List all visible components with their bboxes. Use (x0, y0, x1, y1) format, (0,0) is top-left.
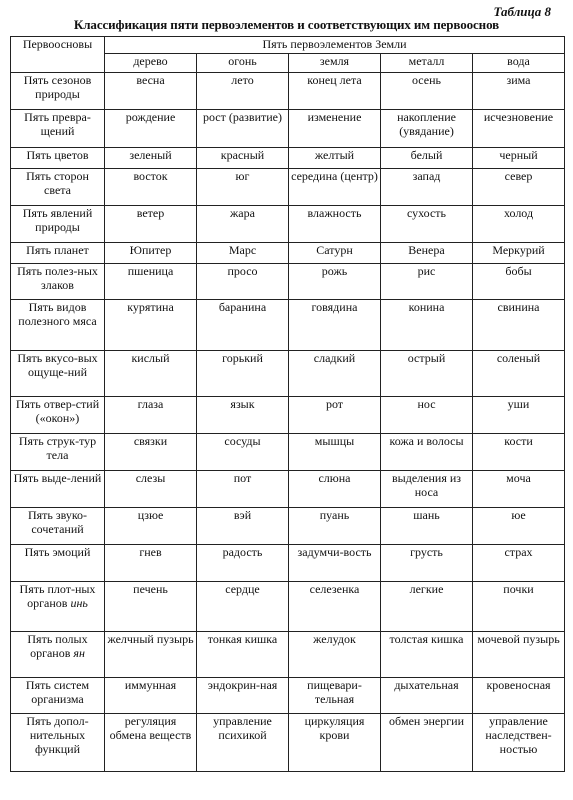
row-header (11, 169, 105, 206)
row-header-label: Пять полез-ных злаков (17, 264, 98, 292)
row-header (11, 73, 105, 110)
table-row (11, 243, 565, 264)
table-cell: дыхательная (381, 678, 473, 714)
table-cell: толстая кишка (381, 632, 473, 678)
table-cell: осень (381, 73, 473, 110)
row-header (11, 397, 105, 434)
table-cell: зима (473, 73, 565, 110)
row-header (11, 434, 105, 471)
table-cell: нос (381, 397, 473, 434)
row-header-label: Пять отвер-стий («окон») (15, 397, 100, 425)
table-cell: говядина (289, 300, 381, 351)
table-row (11, 300, 565, 351)
table-cell: горький (197, 351, 289, 397)
table-row (11, 434, 565, 471)
row-header-label: Пять вкусо-вых ощуще-ний (17, 351, 98, 379)
table-cell: исчезновение (473, 110, 565, 148)
row-header-label: Пять звуко-сочетаний (27, 508, 88, 536)
table-cell: пищевари-тельная (289, 678, 381, 714)
column-header: огонь (197, 54, 289, 73)
table-cell: зеленый (105, 148, 197, 169)
table-cell: жара (197, 206, 289, 243)
table-cell: холод (473, 206, 565, 243)
table-cell: вэй (197, 508, 289, 545)
header-corner: Первоосновы (11, 37, 105, 73)
column-header: земля (289, 54, 381, 73)
row-header-label: Пять планет (26, 243, 89, 257)
table-cell: середина (центр) (289, 169, 381, 206)
table-cell: сердце (197, 582, 289, 632)
table-cell: иммунная (105, 678, 197, 714)
table-cell: накопление (увядание) (381, 110, 473, 148)
table-cell: сухость (381, 206, 473, 243)
row-header (11, 582, 105, 632)
table-cell: лето (197, 73, 289, 110)
header-group: Пять первоэлементов Земли (105, 37, 565, 54)
table-cell: задумчи-вость (289, 545, 381, 582)
table-cell: изменение (289, 110, 381, 148)
row-header-label: Пять видов полезного мяса (18, 300, 97, 328)
table-cell: кислый (105, 351, 197, 397)
row-header (11, 632, 105, 678)
row-header (11, 300, 105, 351)
table-cell: север (473, 169, 565, 206)
table-row (11, 582, 565, 632)
table-cell: селезенка (289, 582, 381, 632)
table-cell: красный (197, 148, 289, 169)
table-cell: слюна (289, 471, 381, 508)
row-header-label: Пять сезонов природы (23, 73, 92, 101)
table-cell: выделения из носа (381, 471, 473, 508)
table-cell: страх (473, 545, 565, 582)
column-header: вода (473, 54, 565, 73)
row-header-label: Пять полых органов (27, 632, 88, 660)
row-header-label: Пять струк-тур тела (18, 434, 97, 462)
table-cell: желудок (289, 632, 381, 678)
table-row (11, 632, 565, 678)
table-cell: рост (развитие) (197, 110, 289, 148)
table-cell: юе (473, 508, 565, 545)
row-header-label: Пять допол-нительных функций (26, 714, 89, 756)
table-cell: черный (473, 148, 565, 169)
table-cell: сосуды (197, 434, 289, 471)
table-cell: печень (105, 582, 197, 632)
row-header-label: Пять выде-лений (13, 471, 102, 485)
table-cell: легкие (381, 582, 473, 632)
table-cell: пот (197, 471, 289, 508)
table-row (11, 351, 565, 397)
table-cell: рожь (289, 264, 381, 300)
table-cell: управление наследствен-ностью (473, 714, 565, 772)
table-cell: рождение (105, 110, 197, 148)
row-header (11, 714, 105, 772)
table-cell: кожа и волосы (381, 434, 473, 471)
row-header-label: Пять эмоций (24, 545, 91, 559)
table-cell: шань (381, 508, 473, 545)
table-row (11, 264, 565, 300)
table-cell: белый (381, 148, 473, 169)
row-header-label: Пять систем организма (25, 678, 90, 706)
table-row (11, 148, 565, 169)
table-cell: восток (105, 169, 197, 206)
table-cell: Юпитер (105, 243, 197, 264)
table-cell: запад (381, 169, 473, 206)
table-cell: тонкая кишка (197, 632, 289, 678)
row-header-italic: ян (73, 646, 85, 660)
row-header-label: Пять превра-щений (24, 110, 91, 138)
table-cell: язык (197, 397, 289, 434)
table-cell: обмен энергии (381, 714, 473, 772)
table-cell: острый (381, 351, 473, 397)
table-cell: моча (473, 471, 565, 508)
table-row (11, 110, 565, 148)
table-row (11, 471, 565, 508)
table-title: Классификация пяти первоэлементов и соответствующих им первооснов (73, 17, 500, 32)
table-number: Таблица 8 (493, 4, 551, 19)
table-cell: регуляция обмена веществ (105, 714, 197, 772)
table-cell: влажность (289, 206, 381, 243)
table-cell: Марс (197, 243, 289, 264)
row-header (11, 678, 105, 714)
table-cell: рот (289, 397, 381, 434)
table-cell: управление психикой (197, 714, 289, 772)
table-cell: уши (473, 397, 565, 434)
row-header-label: Пять цветов (26, 148, 89, 162)
table-cell: юг (197, 169, 289, 206)
table-cell: гнев (105, 545, 197, 582)
table-cell: связки (105, 434, 197, 471)
row-header (11, 351, 105, 397)
row-header (11, 243, 105, 264)
table-cell: желтый (289, 148, 381, 169)
table-row (11, 397, 565, 434)
column-header: дерево (105, 54, 197, 73)
table-cell: циркуляция крови (289, 714, 381, 772)
table-cell: просо (197, 264, 289, 300)
table-cell: глаза (105, 397, 197, 434)
classification-table (10, 36, 565, 772)
table-row (11, 73, 565, 110)
table-cell: эндокрин-ная (197, 678, 289, 714)
table-cell: Сатурн (289, 243, 381, 264)
row-header (11, 545, 105, 582)
row-header-label: Пять плот-ных органов (19, 582, 96, 610)
table-cell: пуань (289, 508, 381, 545)
table-cell: бобы (473, 264, 565, 300)
table-cell: баранина (197, 300, 289, 351)
table-cell: рис (381, 264, 473, 300)
row-header (11, 148, 105, 169)
column-header: металл (381, 54, 473, 73)
row-header-label: Пять явлений природы (22, 206, 93, 234)
table-cell: свинина (473, 300, 565, 351)
table-cell: сладкий (289, 351, 381, 397)
table-row (11, 206, 565, 243)
table-cell: конина (381, 300, 473, 351)
table-cell: почки (473, 582, 565, 632)
table-cell: Венера (381, 243, 473, 264)
table-body (11, 73, 565, 772)
table-cell: грусть (381, 545, 473, 582)
table-cell: желчный пузырь (105, 632, 197, 678)
row-header (11, 471, 105, 508)
table-row (11, 169, 565, 206)
table-cell: конец лета (289, 73, 381, 110)
table-row (11, 508, 565, 545)
row-header-italic: инь (70, 596, 88, 610)
table-cell: пшеница (105, 264, 197, 300)
row-header (11, 508, 105, 545)
table-cell: мочевой пузырь (473, 632, 565, 678)
table-cell: радость (197, 545, 289, 582)
table-cell: цзюе (105, 508, 197, 545)
table-cell: ветер (105, 206, 197, 243)
table-cell: весна (105, 73, 197, 110)
row-header (11, 206, 105, 243)
table-row (11, 714, 565, 772)
row-header (11, 110, 105, 148)
table-cell: кости (473, 434, 565, 471)
table-cell: слезы (105, 471, 197, 508)
table-row (11, 545, 565, 582)
table-row (11, 678, 565, 714)
table-cell: соленый (473, 351, 565, 397)
table-cell: кровеносная (473, 678, 565, 714)
table-cell: курятина (105, 300, 197, 351)
table-cell: мышцы (289, 434, 381, 471)
table-cell: Меркурий (473, 243, 565, 264)
row-header-label: Пять сторон света (26, 169, 89, 197)
row-header (11, 264, 105, 300)
